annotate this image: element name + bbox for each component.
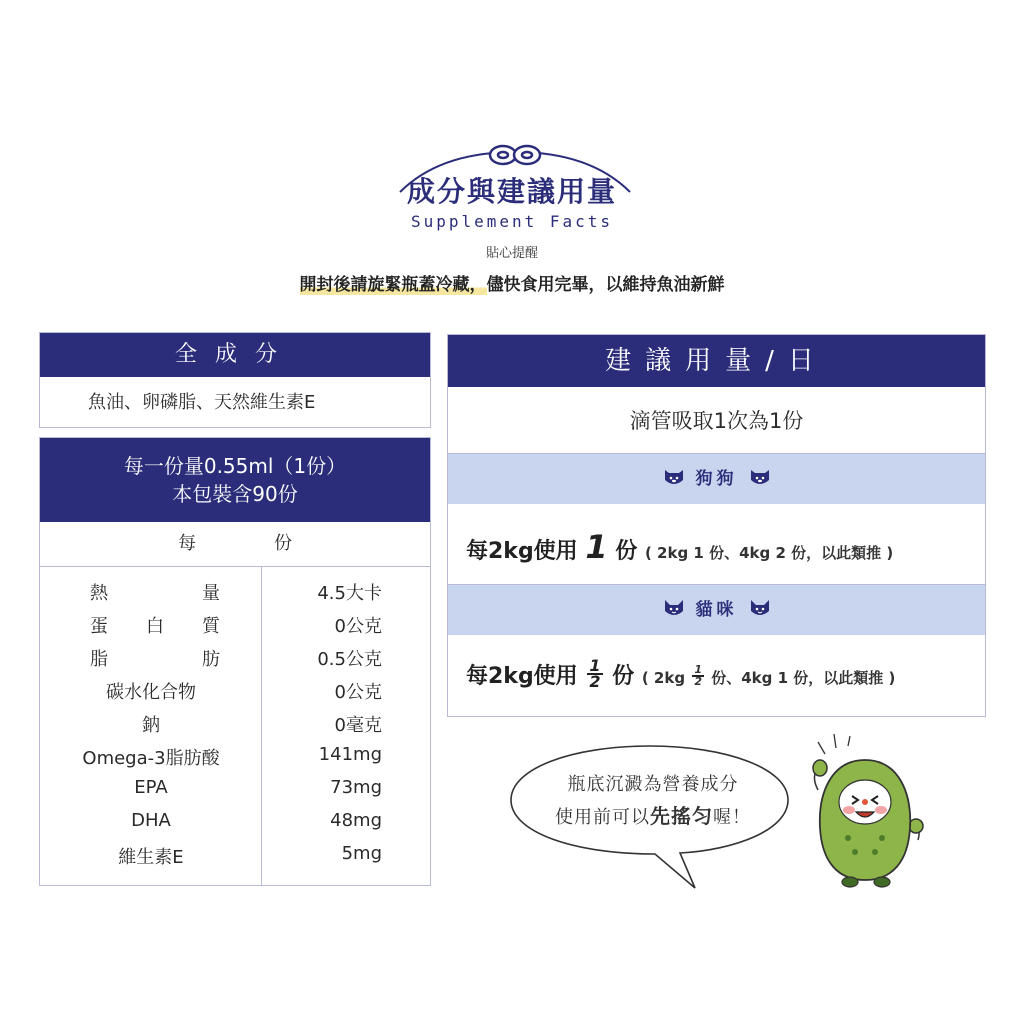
nutrient-name: 鈉: [142, 715, 160, 736]
dog-face-icon: [748, 466, 772, 488]
dosage-panel: [447, 334, 986, 717]
green-daruma-mascot-icon: [800, 730, 930, 890]
nutrient-name: DHA: [131, 810, 171, 831]
infinity-logo-icon: [490, 146, 540, 164]
nutrient-value: 0公克: [334, 616, 382, 637]
serving-size-header: [40, 438, 430, 522]
tip-label: 貼心提醒: [485, 246, 538, 261]
nutrient-name: 維生素E: [118, 847, 184, 868]
nutrition-row: [40, 711, 430, 744]
dog-note: ( 2kg 1 份、4kg 2 份，以此類推 ): [644, 544, 894, 562]
cat-amount-fraction: [587, 656, 602, 691]
servings-per-pack-line: 本包裝含90份: [172, 482, 298, 506]
fraction-denominator: 2: [589, 672, 601, 691]
nutrient-value: 48mg: [330, 810, 382, 831]
nutrient-value: 141mg: [318, 744, 382, 765]
nutrition-row: [40, 843, 430, 876]
tip-rest: 儘快食用完畢，以維持魚油新鮮: [486, 275, 725, 295]
dosage-main-text: 滴管吸取1次為1份: [448, 387, 985, 454]
dog-face-icon: [662, 466, 686, 488]
cat-note: [641, 662, 896, 688]
page-subtitle: Supplement Facts: [410, 212, 614, 231]
bubble-line-1: 瓶底沉澱為營養成分: [567, 774, 739, 795]
nutrition-row: [40, 579, 430, 612]
nutrition-row: [40, 744, 430, 777]
dog-label: 狗狗: [695, 469, 738, 489]
nutrient-name: 碳水化合物: [106, 682, 196, 703]
nutrition-facts-panel: [39, 437, 431, 886]
nutrient-name: 熱量: [90, 583, 220, 604]
nutrient-value: 0毫克: [334, 715, 382, 736]
nutrient-name: Omega-3脂肪酸: [82, 748, 220, 769]
dog-band: [448, 454, 985, 504]
cat-face-icon: [748, 597, 772, 619]
nutrient-value: 0.5公克: [317, 649, 382, 670]
per-serving-row: [40, 522, 430, 567]
tip-text: [0, 270, 1024, 295]
nutrition-row: [40, 678, 430, 711]
dog-amount: 1: [585, 528, 608, 566]
dog-dosage-text: [466, 528, 893, 566]
nutrient-value: 0公克: [334, 682, 382, 703]
nutrient-name: 蛋白質: [90, 616, 220, 637]
ingredients-text: 魚油、卵磷脂、天然維生素E: [88, 392, 316, 413]
nutrient-value: 4.5大卡: [317, 583, 382, 604]
dog-dosage-line: [448, 504, 985, 585]
cat-unit: 份: [612, 664, 635, 689]
serving-size-line: 每一份量0.55ml（1份）: [123, 454, 347, 478]
bubble-bold: 先搖匀: [650, 804, 713, 828]
bubble-line-2: [528, 800, 778, 829]
bubble-line-2b: 喔！: [713, 807, 751, 828]
dog-prefix: 每2kg使用: [466, 539, 578, 564]
fraction-numerator: 1: [589, 656, 601, 675]
nutrient-value: 5mg: [341, 843, 382, 864]
cat-label: 貓咪: [695, 600, 738, 620]
ingredients-panel: [39, 332, 431, 428]
nutrition-row: [40, 810, 430, 843]
nutrition-rows: [40, 567, 430, 885]
cat-dosage-line: [448, 635, 985, 715]
dosage-heading: 建議用量/日: [448, 335, 985, 387]
cat-face-icon: [662, 597, 686, 619]
dog-unit: 份: [615, 539, 638, 564]
cat-note-a: ( 2kg: [641, 669, 686, 687]
nutrient-name: 脂肪: [90, 649, 220, 670]
per-label-b: 份: [274, 533, 292, 554]
ingredients-heading: 全成分: [40, 333, 430, 377]
nutrition-row: [40, 612, 430, 645]
page-title: 成分與建議用量: [406, 175, 617, 208]
tip-highlight: 開封後請旋緊瓶蓋冷藏，: [299, 275, 487, 295]
fraction-numerator: 1: [694, 662, 702, 676]
nutrition-row: [40, 777, 430, 810]
nutrition-row: [40, 645, 430, 678]
nutrient-name: EPA: [134, 777, 168, 798]
nutrient-value: 73mg: [330, 777, 382, 798]
per-label-a: 每: [178, 533, 196, 554]
cat-dosage-text: [466, 656, 896, 692]
cat-prefix: 每2kg使用: [466, 664, 578, 689]
cat-note-fraction: [692, 662, 704, 688]
cat-note-b: 份、4kg 1 份，以此類推 ): [711, 669, 896, 687]
fraction-denominator: 2: [694, 674, 702, 688]
bubble-line-2a: 使用前可以: [555, 807, 650, 828]
cat-band: [448, 585, 985, 635]
